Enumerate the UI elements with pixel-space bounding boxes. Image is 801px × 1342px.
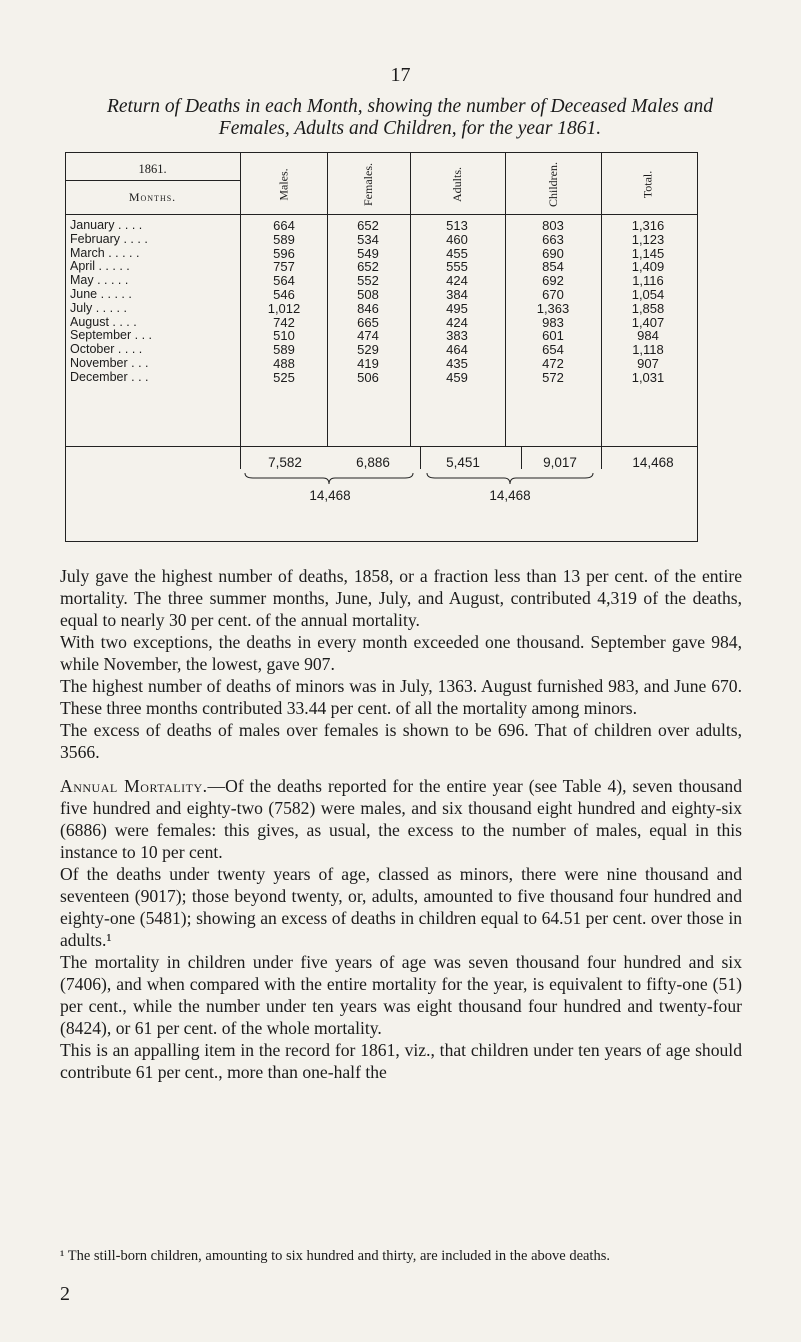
month-label: November . . . xyxy=(70,356,149,370)
cell-adults: 455 xyxy=(446,245,468,261)
cell-children: 663 xyxy=(542,231,564,247)
cell-females: 665 xyxy=(357,314,379,330)
year-header: 1861. xyxy=(138,162,167,176)
cell-total: 1,118 xyxy=(632,342,664,358)
table-row xyxy=(65,219,698,233)
cell-children: 654 xyxy=(542,342,564,358)
signature-mark: 2 xyxy=(60,1283,70,1305)
cell-males: 596 xyxy=(273,245,295,261)
body-text xyxy=(60,565,742,1083)
cell-males: 757 xyxy=(273,259,295,275)
footnote: ¹ The still-born children, amounting to six hundred and thirty, are included in the above deaths. xyxy=(60,1248,610,1264)
table-row xyxy=(65,233,698,247)
cell-males: 589 xyxy=(273,231,295,247)
month-label: September . . . xyxy=(70,328,152,343)
cell-females: 508 xyxy=(357,287,379,302)
cell-total: 1,409 xyxy=(631,259,665,275)
cell-adults: 383 xyxy=(446,328,468,344)
cell-males: 525 xyxy=(273,369,295,385)
cell-adults: 384 xyxy=(446,287,468,302)
cell-females: 506 xyxy=(357,369,379,385)
cell-females: 474 xyxy=(357,328,379,344)
cell-total: 1,407 xyxy=(631,314,665,330)
cell-total: 1,054 xyxy=(631,287,665,302)
cell-females: 552 xyxy=(357,273,379,289)
cell-adults: 555 xyxy=(446,259,468,275)
cell-total: 1,031 xyxy=(631,369,665,385)
deaths-table xyxy=(65,152,698,542)
cell-adults: 464 xyxy=(446,342,468,358)
total-children: 9,017 xyxy=(543,455,577,470)
month-label: February . . . . xyxy=(70,231,148,246)
cell-children: 690 xyxy=(542,245,564,261)
col-females: Females. xyxy=(360,162,375,206)
total-females: 6,886 xyxy=(356,455,390,470)
cell-children: 692 xyxy=(542,273,564,289)
cell-adults: 424 xyxy=(446,273,468,289)
cell-males: 1,012 xyxy=(267,300,301,316)
table-row xyxy=(65,288,698,302)
annual-mortality-heading: Annual Mortality. xyxy=(60,776,208,796)
paragraph: This is an appalling item in the record for 1861, viz., that children under ten years of age should contribute 61 per cent., more than one-half the xyxy=(60,1040,742,1082)
paragraph: The excess of deaths of males over females is shown to be 696. That of children over adults, 3566. xyxy=(60,720,742,762)
cell-females: 652 xyxy=(357,218,379,233)
cell-females: 549 xyxy=(357,245,379,261)
month-label: June . . . . . xyxy=(70,287,132,301)
cell-females: 652 xyxy=(357,259,379,275)
month-label: August . . . . xyxy=(70,314,137,329)
cell-adults: 459 xyxy=(446,369,468,385)
table-title: Return of Deaths in each Month, showing the number of Deceased Males and Females, Adults and Children, for the year 1861. xyxy=(106,96,714,139)
month-label: January . . . . xyxy=(70,218,143,232)
table-row xyxy=(65,343,698,357)
month-label: July . . . . . xyxy=(70,300,127,315)
page-number: 17 xyxy=(390,64,411,86)
month-label: December . . . xyxy=(70,369,149,384)
brace-sex xyxy=(243,472,415,486)
cell-children: 803 xyxy=(542,218,564,233)
table-row xyxy=(65,371,698,385)
paragraph: The mortality in children under five years of age was seven thousand four hundred and six (7406), and when compared with the entire mortality for the year, is equivalent to fifty-one (51) per cent., while the number under ten years was eight thousand four hundred and twenty-four (8424), or 61 per cent. of the whole mortality. xyxy=(60,952,742,1038)
grand-total-age: 14,468 xyxy=(489,488,531,503)
grand-total-sex: 14,468 xyxy=(309,488,351,503)
cell-total: 1,116 xyxy=(632,273,664,289)
cell-males: 742 xyxy=(273,314,295,330)
cell-children: 572 xyxy=(542,369,564,385)
cell-total: 984 xyxy=(637,328,659,344)
cell-total: 1,316 xyxy=(631,218,665,233)
col-adults: Adults. xyxy=(450,166,465,202)
table-row xyxy=(65,357,698,371)
table-row xyxy=(65,302,698,316)
col-males: Males. xyxy=(276,167,291,201)
total-total: 14,468 xyxy=(632,455,674,470)
table-row xyxy=(65,274,698,288)
cell-males: 488 xyxy=(273,356,295,371)
cell-children: 601 xyxy=(542,328,564,344)
cell-total: 1,145 xyxy=(631,245,665,261)
cell-children: 472 xyxy=(542,356,564,371)
paragraph: With two exceptions, the deaths in every month exceeded one thousand. September gave 984, while November, the lowest, gave 907. xyxy=(60,632,742,674)
month-label: May . . . . . xyxy=(70,273,129,288)
table-row xyxy=(65,329,698,343)
paragraph: July gave the highest number of deaths, 1858, or a fraction less than 13 per cent. of the entire mortality. The three summer months, June, July, and August, contributed 4,319 of the deaths, equal to nearly 30 per cent. of the annual mortality. xyxy=(60,566,742,630)
total-males: 7,582 xyxy=(268,455,302,470)
table-row xyxy=(65,247,698,261)
cell-children: 1,363 xyxy=(536,300,570,316)
month-label: April . . . . . xyxy=(70,259,130,274)
cell-adults: 435 xyxy=(446,356,468,371)
annual-mortality-paragraph: Annual Mortality.—Of the deaths reported for the entire year (see Table 4), seven thousand five hundred and eighty-two (7582) were males, and six thousand eight hundred and eighty-six (6886) were females: this gives, as usual, the excess to the number of males, equal in this instance to 10 per cent. xyxy=(60,776,743,862)
cell-males: 589 xyxy=(273,342,295,358)
brace-age xyxy=(425,472,595,486)
cell-females: 846 xyxy=(357,300,379,316)
cell-females: 419 xyxy=(357,356,379,371)
cell-total: 907 xyxy=(637,356,659,371)
cell-children: 983 xyxy=(542,314,564,330)
paragraph: The highest number of deaths of minors was in July, 1363. August furnished 983, and June 670. These three months contributed 33.44 per cent. of all the mortality among minors. xyxy=(60,676,742,718)
cell-males: 510 xyxy=(273,328,295,344)
total-adults: 5,451 xyxy=(446,455,480,470)
cell-adults: 424 xyxy=(446,314,468,330)
table-row xyxy=(65,260,698,274)
col-total: Total. xyxy=(640,170,655,198)
months-header: Months. xyxy=(128,190,177,204)
cell-adults: 460 xyxy=(446,231,468,247)
cell-males: 564 xyxy=(273,273,295,289)
table-row xyxy=(65,316,698,330)
cell-children: 854 xyxy=(542,259,564,275)
cell-adults: 513 xyxy=(446,218,468,233)
col-children: Children. xyxy=(545,161,560,207)
month-label: March . . . . . xyxy=(70,245,140,260)
cell-males: 546 xyxy=(273,287,295,302)
cell-children: 670 xyxy=(542,287,564,302)
month-label: October . . . . xyxy=(70,342,143,357)
paragraph: Of the deaths under twenty years of age, classed as minors, there were nine thousand and seventeen (9017); those beyond twenty, or, adults, amounted to five thousand four hundred and eighty-one (5481); showing an excess of deaths in children equal to 64.51 per cent. over those in adults.¹ xyxy=(60,864,742,950)
cell-females: 529 xyxy=(357,342,379,358)
cell-males: 664 xyxy=(273,218,295,233)
cell-females: 534 xyxy=(357,231,379,247)
cell-adults: 495 xyxy=(446,300,468,316)
cell-total: 1,858 xyxy=(631,300,665,316)
cell-total: 1,123 xyxy=(631,231,665,247)
